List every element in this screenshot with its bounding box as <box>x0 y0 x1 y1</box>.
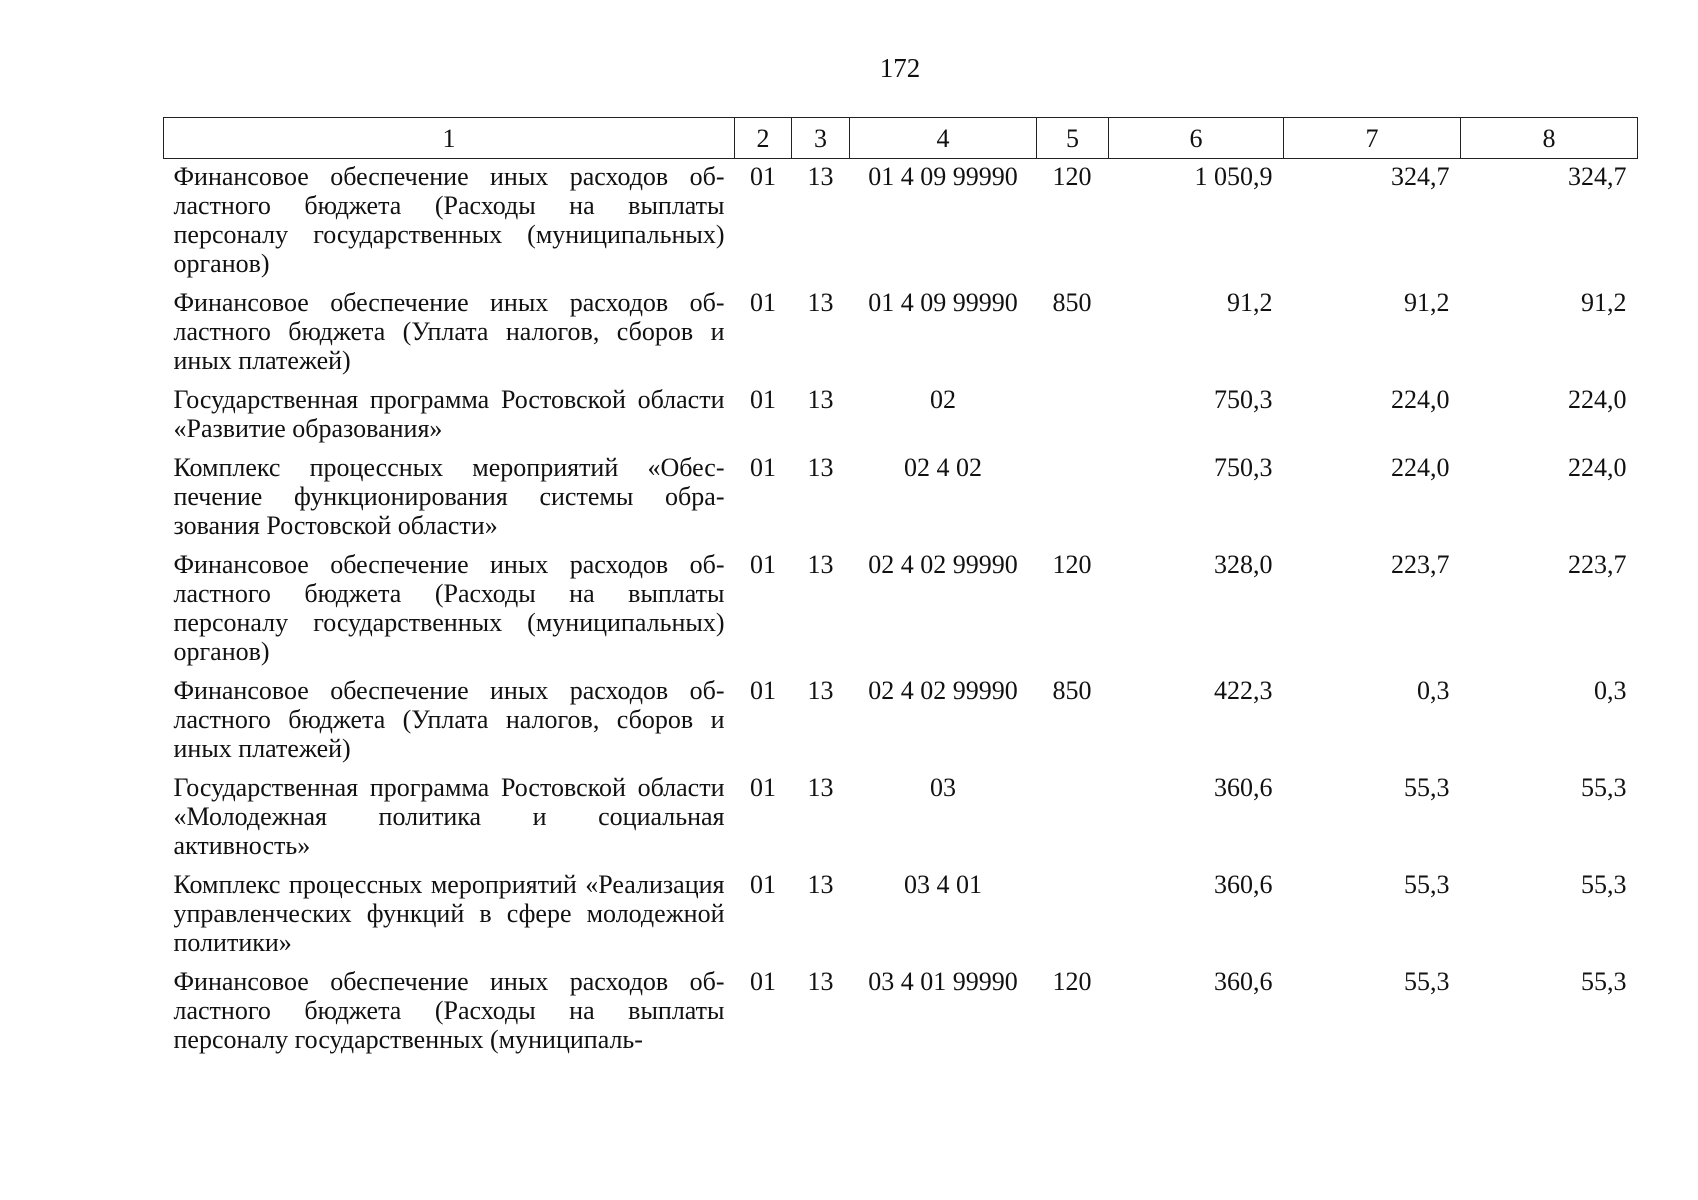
target-article-cell: 03 4 01 <box>904 870 982 899</box>
amount-col6-cell: 328,0 <box>1214 550 1273 579</box>
amount-col6-cell: 422,3 <box>1214 676 1273 705</box>
table-header <box>164 118 1638 159</box>
section-code-cell: 01 <box>750 288 776 317</box>
amount-col8-cell: 91,2 <box>1581 288 1627 317</box>
amount-col8-cell: 55,3 <box>1581 773 1627 802</box>
table-row <box>164 288 1638 385</box>
subsection-code-cell: 13 <box>807 870 834 899</box>
amount-col6-cell: 360,6 <box>1214 773 1273 802</box>
column-header-4: 4 <box>850 118 1037 159</box>
amount-col7-cell: 0,3 <box>1417 676 1450 705</box>
subsection-code-cell: 13 <box>807 385 834 414</box>
target-article-cell: 03 <box>930 773 956 802</box>
expense-type-cell <box>1037 773 1109 870</box>
subsection-code-cell: 13 <box>807 967 834 996</box>
amount-col7-cell: 224,0 <box>1391 453 1450 482</box>
column-header-7: 7 <box>1284 118 1461 159</box>
column-header-2: 2 <box>735 118 792 159</box>
subsection-code-cell: 13 <box>807 288 834 317</box>
amount-col8-cell: 55,3 <box>1581 967 1627 996</box>
expense-type-cell: 120 <box>1052 550 1092 579</box>
subsection-code-cell: 13 <box>807 773 834 802</box>
amount-col7-cell: 223,7 <box>1391 550 1450 579</box>
column-header-8: 8 <box>1461 118 1638 159</box>
amount-col7-cell: 224,0 <box>1391 385 1450 414</box>
amount-col8-cell: 223,7 <box>1568 550 1627 579</box>
expense-name-cell: Комплекс процессных мероприятий «Обеспечение функционирования системы образования Ростовской области» <box>173 453 725 540</box>
target-article-cell: 02 4 02 99990 <box>868 676 1018 705</box>
table-row <box>164 159 1638 289</box>
expense-name-cell: Финансовое обеспечение иных расходов областного бюджета (Уплата налогов, сборов и иных платежей) <box>173 288 725 375</box>
amount-col8-cell: 55,3 <box>1581 870 1627 899</box>
section-code-cell: 01 <box>750 676 776 705</box>
expense-name-cell: Финансовое обеспечение иных расходов областного бюджета (Уплата налогов, сборов и иных платежей) <box>173 676 725 763</box>
table-row <box>164 550 1638 676</box>
table-row <box>164 385 1638 453</box>
amount-col7-cell: 55,3 <box>1404 870 1450 899</box>
amount-col7-cell: 55,3 <box>1404 773 1450 802</box>
amount-col6-cell: 91,2 <box>1227 288 1273 317</box>
amount-col8-cell: 224,0 <box>1568 385 1627 414</box>
section-code-cell: 01 <box>750 385 776 414</box>
expense-type-cell <box>1037 453 1109 550</box>
section-code-cell: 01 <box>750 453 776 482</box>
amount-col6-cell: 1 050,9 <box>1194 162 1273 191</box>
amount-col6-cell: 360,6 <box>1214 870 1273 899</box>
section-code-cell: 01 <box>750 162 776 191</box>
amount-col7-cell: 91,2 <box>1404 288 1450 317</box>
subsection-code-cell: 13 <box>807 676 834 705</box>
expense-type-cell <box>1037 385 1109 453</box>
expense-name-cell: Финансовое обеспечение иных расходов областного бюджета (Расходы на выплаты персоналу государственных (муниципаль- <box>173 967 725 1054</box>
table-row <box>164 967 1638 1064</box>
expense-name-cell: Государственная программа Ростовской области «Молодежная политика и социальная активность» <box>173 773 725 860</box>
amount-col8-cell: 0,3 <box>1594 676 1627 705</box>
amount-col7-cell: 55,3 <box>1404 967 1450 996</box>
expense-type-cell: 850 <box>1052 676 1092 705</box>
subsection-code-cell: 13 <box>807 453 834 482</box>
budget-table <box>163 117 1638 1064</box>
table-row <box>164 773 1638 870</box>
column-header-5: 5 <box>1037 118 1109 159</box>
amount-col8-cell: 224,0 <box>1568 453 1627 482</box>
target-article-cell: 02 <box>930 385 956 414</box>
table-row <box>164 870 1638 967</box>
section-code-cell: 01 <box>750 967 776 996</box>
expense-name-cell: Комплекс процессных мероприятий «Реализация управленческих функций в сфере молодежной политики» <box>173 870 725 957</box>
section-code-cell: 01 <box>750 550 776 579</box>
target-article-cell: 01 4 09 99990 <box>868 162 1018 191</box>
table-body <box>164 159 1638 1065</box>
header-row <box>164 118 1638 159</box>
expense-name-cell: Финансовое обеспечение иных расходов областного бюджета (Расходы на выплаты персоналу государственных (муниципальных) органов) <box>173 162 725 278</box>
column-header-1: 1 <box>164 118 735 159</box>
amount-col6-cell: 750,3 <box>1214 385 1273 414</box>
expense-name-cell: Государственная программа Ростовской области «Развитие образования» <box>173 385 725 443</box>
page-number: 172 <box>879 53 921 83</box>
amount-col6-cell: 360,6 <box>1214 967 1273 996</box>
subsection-code-cell: 13 <box>807 162 834 191</box>
subsection-code-cell: 13 <box>807 550 834 579</box>
expense-type-cell <box>1037 870 1109 967</box>
column-header-6: 6 <box>1109 118 1284 159</box>
expense-name-cell: Финансовое обеспечение иных расходов областного бюджета (Расходы на выплаты персоналу государственных (муниципальных) органов) <box>173 550 725 666</box>
section-code-cell: 01 <box>750 773 776 802</box>
amount-col7-cell: 324,7 <box>1391 162 1450 191</box>
expense-type-cell: 850 <box>1052 288 1092 317</box>
amount-col8-cell: 324,7 <box>1568 162 1627 191</box>
section-code-cell: 01 <box>750 870 776 899</box>
column-header-3: 3 <box>792 118 850 159</box>
target-article-cell: 02 4 02 <box>904 453 982 482</box>
table-row <box>164 676 1638 773</box>
table-row <box>164 453 1638 550</box>
target-article-cell: 02 4 02 99990 <box>868 550 1018 579</box>
expense-type-cell: 120 <box>1052 162 1092 191</box>
target-article-cell: 03 4 01 99990 <box>868 967 1018 996</box>
target-article-cell: 01 4 09 99990 <box>868 288 1018 317</box>
amount-col6-cell: 750,3 <box>1214 453 1273 482</box>
expense-type-cell: 120 <box>1052 967 1092 996</box>
